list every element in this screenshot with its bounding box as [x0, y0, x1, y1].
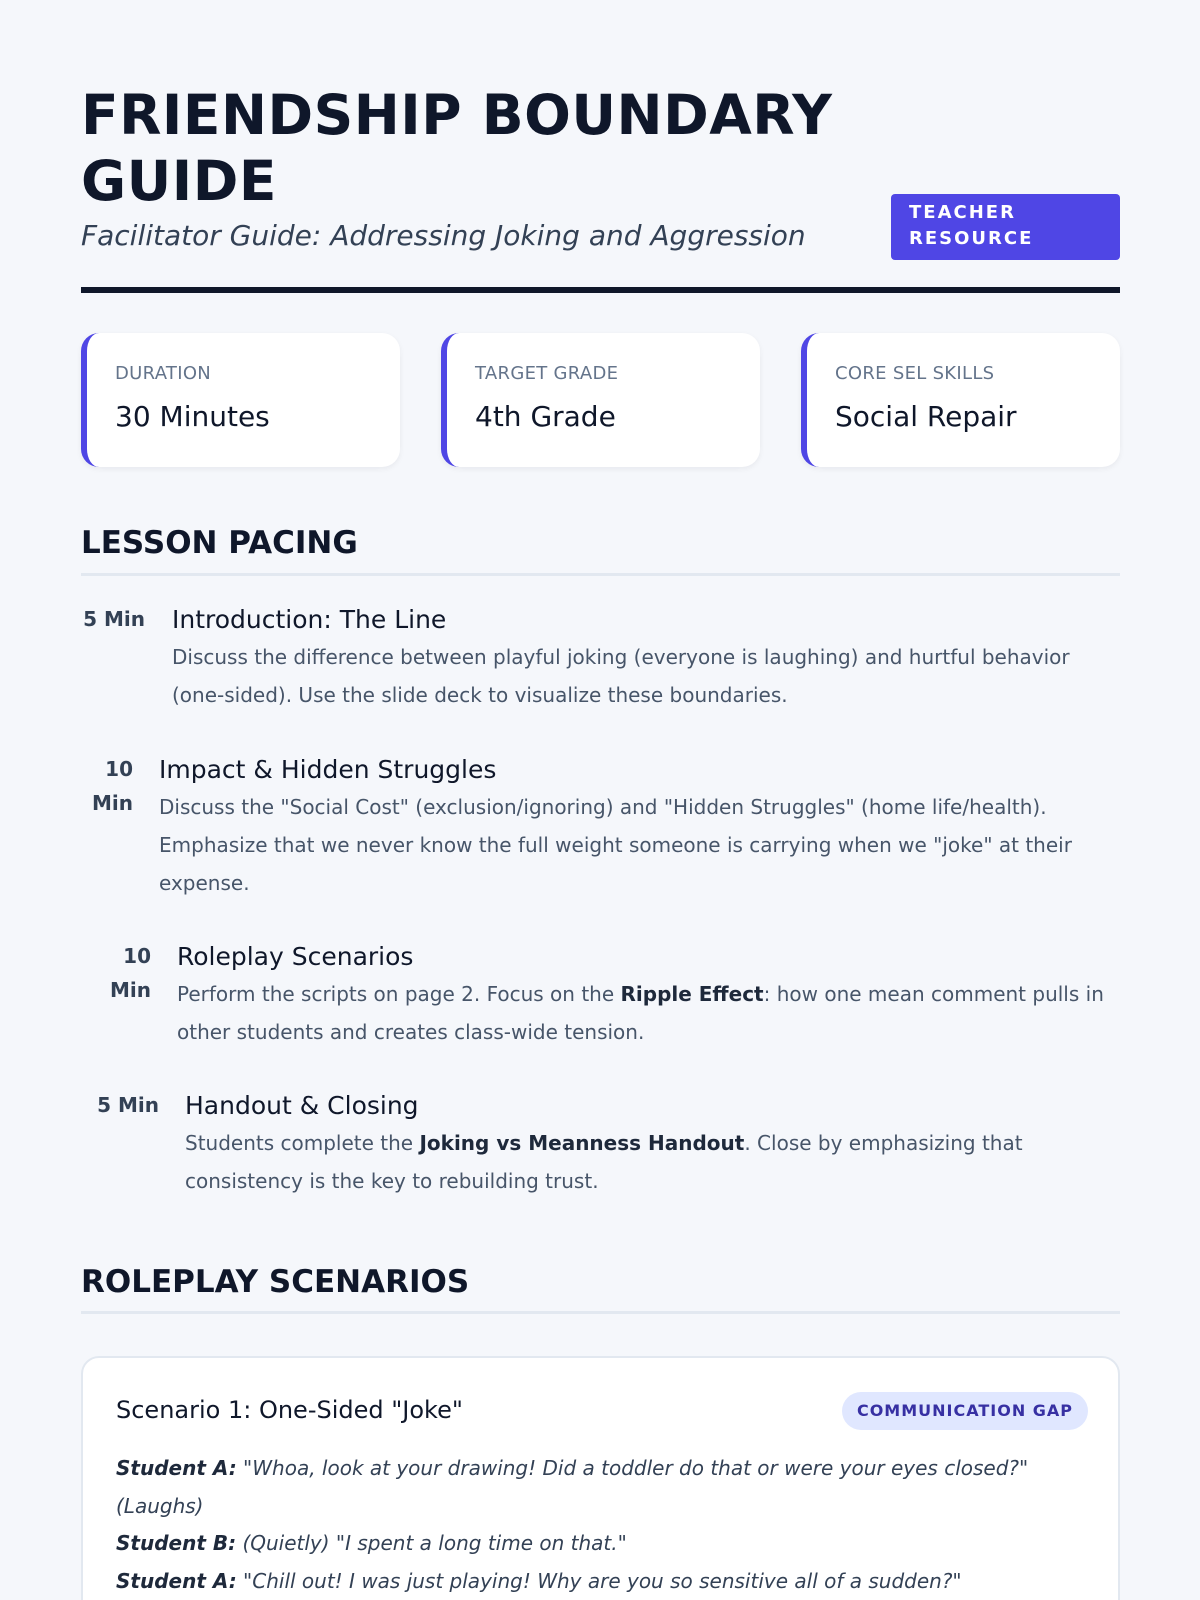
- badge-line-2: RESOURCE: [909, 228, 1034, 249]
- page-subtitle: Facilitator Guide: Addressing Joking and Aggression: [81, 219, 806, 252]
- pacing-text-part: : how one mean comment pulls in other students and creates class-wide tension.: [177, 982, 1104, 1044]
- scenario-title: Scenario 1: One-Sided "Joke": [116, 1396, 463, 1424]
- dialogue-line: [116, 1450, 1076, 1525]
- dialogue-line: [116, 1563, 1076, 1600]
- pacing-text: Discuss the "Social Cost" (exclusion/ignoring) and "Hidden Struggles" (home life/health). Emphasize that we never know the full weight someone is carrying when we "joke" at their expense.: [159, 795, 1072, 895]
- pacing-text-emphasis: Ripple Effect: [620, 982, 764, 1006]
- pacing-time: 10 Min: [110, 944, 151, 1002]
- pacing-time: 5 Min: [83, 607, 145, 631]
- pacing-text-part: . Close by emphasizing that consistency is the key to rebuilding trust.: [185, 1131, 1023, 1193]
- lesson-pacing-divider: [81, 573, 1120, 576]
- stat-value: 4th Grade: [475, 400, 616, 433]
- header-divider: [81, 287, 1120, 293]
- pacing-time: 5 Min: [97, 1093, 159, 1117]
- scenario-tag-badge: COMMUNICATION GAP: [842, 1392, 1088, 1430]
- stat-card-duration: [81, 333, 400, 467]
- stat-value: Social Repair: [835, 400, 1017, 433]
- roleplay-scenarios-divider: [81, 1311, 1120, 1314]
- roleplay-scenarios-title: ROLEPLAY SCENARIOS: [81, 1264, 470, 1300]
- stat-label: TARGET GRADE: [475, 363, 619, 384]
- dialogue-speaker: Student A:: [116, 1568, 237, 1593]
- dialogue-speaker: Student B:: [116, 1531, 237, 1555]
- stat-value: 30 Minutes: [115, 400, 270, 433]
- teacher-resource-badge: [891, 194, 1120, 260]
- stat-card-core-sel-skills: [801, 333, 1120, 467]
- pacing-body: [172, 602, 1112, 714]
- pacing-body: [185, 1088, 1120, 1200]
- pacing-text-emphasis: Joking vs Meanness Handout: [419, 1131, 745, 1155]
- pacing-body: [159, 752, 1120, 902]
- pacing-time: 10 Min: [92, 757, 133, 815]
- guide-page: [81, 0, 1120, 1600]
- scenario-card: [81, 1356, 1120, 1600]
- pacing-text: [177, 975, 1120, 1051]
- stat-card-target-grade: [441, 333, 760, 467]
- dialogue-text: "Chill out! I was just playing! Why are you so sensitive all of a sudden?": [236, 1568, 962, 1593]
- pacing-heading: Introduction: The Line: [172, 605, 447, 634]
- lesson-pacing-title: LESSON PACING: [81, 525, 358, 561]
- pacing-body: [177, 939, 1120, 1051]
- stat-label: DURATION: [115, 363, 212, 384]
- scenario-dialogue: [116, 1450, 1076, 1600]
- stat-label: CORE SEL SKILLS: [835, 363, 995, 384]
- pacing-heading: Roleplay Scenarios: [177, 942, 414, 971]
- dialogue-text: "Whoa, look at your drawing! Did a toddler do that or were your eyes closed?" (Laughs): [116, 1456, 1029, 1518]
- pacing-text: [185, 1124, 1120, 1200]
- pacing-heading: Impact & Hidden Struggles: [159, 755, 497, 784]
- page-title: FRIENDSHIP BOUNDARY GUIDE: [81, 83, 833, 213]
- pacing-text: Discuss the difference between playful joking (everyone is laughing) and hurtful behavior (one-sided). Use the slide deck to visualize these boundaries.: [172, 645, 1070, 707]
- pacing-heading: Handout & Closing: [185, 1091, 419, 1120]
- pacing-text-part: Students complete the: [185, 1131, 420, 1155]
- dialogue-line: [116, 1525, 1076, 1563]
- badge-line-1: TEACHER: [909, 202, 1016, 223]
- dialogue-text: (Quietly) "I spent a long time on that.": [236, 1531, 627, 1555]
- dialogue-speaker: Student A:: [116, 1456, 237, 1480]
- pacing-text-part: Perform the scripts on page 2. Focus on the: [177, 982, 621, 1006]
